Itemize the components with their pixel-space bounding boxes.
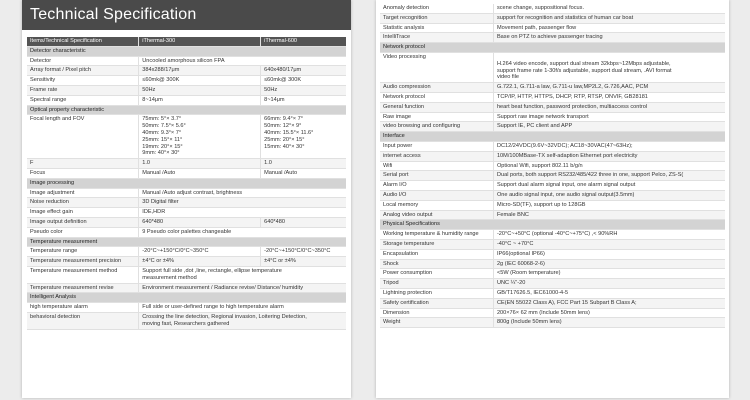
spec-row bbox=[27, 257, 346, 267]
spec-value-600: 640*480 bbox=[261, 217, 346, 227]
spec-label: Alarm I/O bbox=[380, 181, 493, 191]
section-header-row bbox=[27, 46, 346, 56]
spec-label: Video processing bbox=[380, 52, 493, 82]
spec-label: Image effect gain bbox=[27, 208, 139, 218]
spec-label: Network protocol bbox=[380, 92, 493, 102]
spec-label: Power consumption bbox=[380, 269, 493, 279]
spec-row bbox=[27, 115, 346, 159]
spec-row bbox=[380, 288, 725, 298]
spec-value: UNC ¼"-20 bbox=[493, 279, 725, 289]
table-header-row bbox=[27, 37, 346, 46]
spec-value: G.722.1, G.711-a law, G.711-u law,MP2L2, G.726,AAC, PCM bbox=[493, 83, 725, 93]
spec-row bbox=[27, 266, 346, 283]
spec-row bbox=[27, 303, 346, 313]
spec-value: IP66(optional IP66) bbox=[493, 249, 725, 259]
spec-value-300: 50Hz bbox=[139, 85, 261, 95]
spec-label: F bbox=[27, 159, 139, 169]
spec-label: Audio compression bbox=[380, 83, 493, 93]
spec-row bbox=[27, 283, 346, 293]
spec-label: Temperature range bbox=[27, 247, 139, 257]
spec-value: GB/T17626.5, IEC61000-4-5 bbox=[493, 288, 725, 298]
section-title: Detector characteristic bbox=[27, 46, 346, 56]
spec-row bbox=[27, 76, 346, 86]
spec-row bbox=[380, 171, 725, 181]
section-header-row bbox=[380, 220, 725, 230]
spec-label: behavioral detection bbox=[27, 312, 139, 329]
spec-row bbox=[27, 159, 346, 169]
spec-value-shared: IDE,HDR bbox=[139, 208, 346, 218]
spec-row bbox=[27, 312, 346, 329]
spec-label: Shock bbox=[380, 259, 493, 269]
spec-value: Base on PTZ to achieve passenger tracing bbox=[493, 33, 725, 43]
spec-row bbox=[380, 112, 725, 122]
spec-value-600: 1.0 bbox=[261, 159, 346, 169]
spec-row bbox=[380, 122, 725, 132]
spec-row bbox=[380, 23, 725, 33]
spec-value: -40°C ~ +70°C bbox=[493, 239, 725, 249]
spec-value-600: 66mm: 9.4°× 7° 50mm: 12°× 9° 40mm: 15.5°× 11.6° 25mm: 20°× 15° 15mm: 40°× 30° bbox=[261, 115, 346, 159]
spec-value-600: -20°C~+150°C/0°C~350°C bbox=[261, 247, 346, 257]
spec-label: Analog video output bbox=[380, 210, 493, 220]
spec-row bbox=[380, 230, 725, 240]
spec-label: Frame rate bbox=[27, 85, 139, 95]
spec-row bbox=[380, 279, 725, 289]
spec-label: Working temperature & humidity range bbox=[380, 230, 493, 240]
spec-row bbox=[380, 151, 725, 161]
spec-table-left bbox=[27, 37, 346, 330]
spec-label: Audio I/O bbox=[380, 190, 493, 200]
spec-label: video browsing and configuring bbox=[380, 122, 493, 132]
spec-label: Weight bbox=[380, 318, 493, 328]
spec-label: Encapsulation bbox=[380, 249, 493, 259]
spec-value-600: 640x480/17μm bbox=[261, 66, 346, 76]
spec-label: Target recognition bbox=[380, 13, 493, 23]
section-title: Physical Specifications bbox=[380, 220, 725, 230]
spec-label: Image output definition bbox=[27, 217, 139, 227]
spec-label: Anomaly detection bbox=[380, 4, 493, 13]
section-title: Network protocol bbox=[380, 43, 725, 53]
spec-row bbox=[380, 190, 725, 200]
spec-label: Local memory bbox=[380, 200, 493, 210]
spec-value-shared: Full side or user-defined range to high temperature alarm bbox=[139, 303, 346, 313]
spec-label: Noise reduction bbox=[27, 198, 139, 208]
spec-value: 200×76× 62 mm (Include 50mm lens) bbox=[493, 308, 725, 318]
spec-label: Wifi bbox=[380, 161, 493, 171]
spec-label: Spectral range bbox=[27, 95, 139, 105]
spec-value-300: ±4°C or ±4% bbox=[139, 257, 261, 267]
spec-label: Serial port bbox=[380, 171, 493, 181]
spec-row bbox=[380, 298, 725, 308]
spec-label: Sensitivity bbox=[27, 76, 139, 86]
spec-value-shared: Crossing the line detection, Regional invasion, Loitering Detection, moving fast, Researchers gathered bbox=[139, 312, 346, 329]
spec-value: Movement path, passenger flow bbox=[493, 23, 725, 33]
spec-row bbox=[27, 168, 346, 178]
spec-label: Image adjustment bbox=[27, 188, 139, 198]
spec-value: <5W (Room temperature) bbox=[493, 269, 725, 279]
spec-row bbox=[380, 259, 725, 269]
spec-value: support for recognition and statistics of human car boat bbox=[493, 13, 725, 23]
spec-row bbox=[27, 66, 346, 76]
spec-label: Temperature measurement precision bbox=[27, 257, 139, 267]
spec-row bbox=[380, 102, 725, 112]
spec-value-600: Manual /Auto bbox=[261, 168, 346, 178]
section-title: Temperature measurement bbox=[27, 237, 346, 247]
spec-value-600: 50Hz bbox=[261, 85, 346, 95]
spec-value-shared: Uncooled amorphous silicon FPA bbox=[139, 56, 346, 66]
spec-table-right bbox=[380, 4, 725, 328]
spec-label: Statistic analysis bbox=[380, 23, 493, 33]
spec-row bbox=[380, 4, 725, 13]
spec-label: internet access bbox=[380, 151, 493, 161]
header-item: Items/Technical Specification bbox=[27, 37, 139, 46]
spec-label: Tripod bbox=[380, 279, 493, 289]
spec-value: Support dual alarm signal input, one alarm signal output bbox=[493, 181, 725, 191]
spec-row bbox=[380, 33, 725, 43]
spec-value-300: ≤60mk@ 300K bbox=[139, 76, 261, 86]
spec-value: 800g (Include 50mm lens) bbox=[493, 318, 725, 328]
spec-label: Focal length and FOV bbox=[27, 115, 139, 159]
spec-row bbox=[380, 210, 725, 220]
section-title: Interface bbox=[380, 132, 725, 142]
spec-value-300: 1.0 bbox=[139, 159, 261, 169]
spec-label: Input power bbox=[380, 141, 493, 151]
section-header-row bbox=[27, 293, 346, 303]
spec-value-shared: Environment measurement / Radiance revise/ Distance/ humidity bbox=[139, 283, 346, 293]
spec-row bbox=[27, 208, 346, 218]
spec-row bbox=[380, 13, 725, 23]
spec-row bbox=[27, 247, 346, 257]
spec-row bbox=[380, 83, 725, 93]
spec-value: TCP/IP, HTTP, HTTPS, DHCP, RTP, RTSP, ONVIF, GB28181 bbox=[493, 92, 725, 102]
spec-value: scene change, suppositional focus. bbox=[493, 4, 725, 13]
spec-row bbox=[27, 198, 346, 208]
spec-label: Lightning protection bbox=[380, 288, 493, 298]
spec-page-left bbox=[22, 0, 351, 398]
spec-label: Dimension bbox=[380, 308, 493, 318]
spec-value: CE(EN 55022 Class A), FCC Part 15 Subpart B Class A; bbox=[493, 298, 725, 308]
spec-value-600: ≤60mk@ 300K bbox=[261, 76, 346, 86]
spec-value: heart beat function, password protection, multiaccess control bbox=[493, 102, 725, 112]
section-header-row bbox=[27, 105, 346, 115]
spec-row bbox=[27, 227, 346, 237]
spec-row bbox=[27, 217, 346, 227]
section-header-row bbox=[27, 178, 346, 188]
spec-row bbox=[27, 56, 346, 66]
spec-label: Pseudo color bbox=[27, 227, 139, 237]
spec-value-shared: Manual /Auto adjust contrast, brightness bbox=[139, 188, 346, 198]
spec-row bbox=[380, 92, 725, 102]
page-title: Technical Specification bbox=[22, 0, 351, 30]
spec-row bbox=[380, 181, 725, 191]
spec-value: One audio signal input, one audio signal output(3.5mm) bbox=[493, 190, 725, 200]
spec-label: Raw image bbox=[380, 112, 493, 122]
section-header-row bbox=[380, 43, 725, 53]
spec-value-600: 8~14μm bbox=[261, 95, 346, 105]
spec-value-300: Manual /Auto bbox=[139, 168, 261, 178]
spec-row bbox=[27, 188, 346, 198]
section-title: Optical property characteristic bbox=[27, 105, 346, 115]
section-title: Image processing bbox=[27, 178, 346, 188]
spec-row bbox=[380, 308, 725, 318]
spec-value-300: 8~14μm bbox=[139, 95, 261, 105]
spec-value-600: ±4°C or ±4% bbox=[261, 257, 346, 267]
header-model-600: iThermal-600 bbox=[261, 37, 346, 46]
spec-row bbox=[380, 239, 725, 249]
spec-value: -20°C~+50°C (optional -40°C~+75°C) ,< 90%RH bbox=[493, 230, 725, 240]
spec-value: Female BNC bbox=[493, 210, 725, 220]
spec-label: Temperature measurement method bbox=[27, 266, 139, 283]
spec-value-300: 640*480 bbox=[139, 217, 261, 227]
spec-value-300: -20°C~+150°C/0°C~350°C bbox=[139, 247, 261, 257]
spec-label: Temperature measurement revise bbox=[27, 283, 139, 293]
spec-value: DC12/24VDC(9.6V~32VDC); AC18~30VAC(47~63Hz); bbox=[493, 141, 725, 151]
spec-row bbox=[380, 269, 725, 279]
spec-table-right-wrapper bbox=[376, 0, 729, 328]
spec-value: Support raw image network transport bbox=[493, 112, 725, 122]
spec-row bbox=[27, 95, 346, 105]
spec-value-shared: 3D Digital filter bbox=[139, 198, 346, 208]
spec-value: Support IE, PC client and APP bbox=[493, 122, 725, 132]
spec-value: Optional Wifi, support 802.11 b/g/n bbox=[493, 161, 725, 171]
spec-value-300: 384x288/17μm bbox=[139, 66, 261, 76]
spec-label: Array format / Pixel pitch bbox=[27, 66, 139, 76]
spec-row bbox=[380, 249, 725, 259]
spec-value: Dual ports, both support RS232/485/422 three in one, support Pelco, ZS-S( bbox=[493, 171, 725, 181]
spec-label: Storage temperature bbox=[380, 239, 493, 249]
spec-page-right bbox=[376, 0, 729, 398]
spec-value: Micro-SD(TF), support up to 128GB bbox=[493, 200, 725, 210]
spec-row bbox=[380, 52, 725, 82]
spec-label: Focus bbox=[27, 168, 139, 178]
section-header-row bbox=[380, 132, 725, 142]
spec-label: Safety certification bbox=[380, 298, 493, 308]
spec-label: General function bbox=[380, 102, 493, 112]
spec-label: Detector bbox=[27, 56, 139, 66]
section-header-row bbox=[27, 237, 346, 247]
header-model-300: iThermal-300 bbox=[139, 37, 261, 46]
spec-value-shared: Support full side ,dot ,line, rectangle, ellipse temperature measurement method bbox=[139, 266, 346, 283]
spec-row bbox=[27, 85, 346, 95]
spec-row bbox=[380, 161, 725, 171]
spec-value: 2g (IEC 60068-2-6) bbox=[493, 259, 725, 269]
spec-value: 10M/100MBase-TX self-adaption Ethernet port electricity bbox=[493, 151, 725, 161]
spec-row bbox=[380, 200, 725, 210]
spec-value-300: 75mm: 5°× 3.7° 50mm: 7.5°× 5.6° 40mm: 9.3°× 7° 25mm: 15°× 11° 19mm: 20°× 15° 9mm: 40°× 30° bbox=[139, 115, 261, 159]
spec-row bbox=[380, 318, 725, 328]
spec-table-left-wrapper bbox=[22, 30, 351, 330]
spec-value-shared: 9 Pseudo color palettes changeable bbox=[139, 227, 346, 237]
section-title: Intelligent Analysis bbox=[27, 293, 346, 303]
spec-value: H.264 video encode, support dual stream 32kbps~12Mbps adjustable, support frame rate 1-30f/s adjustable, support dual stream, .AVI format video file bbox=[493, 52, 725, 82]
spec-label: high temperature alarm bbox=[27, 303, 139, 313]
spec-row bbox=[380, 141, 725, 151]
spec-label: IntelliTrace bbox=[380, 33, 493, 43]
